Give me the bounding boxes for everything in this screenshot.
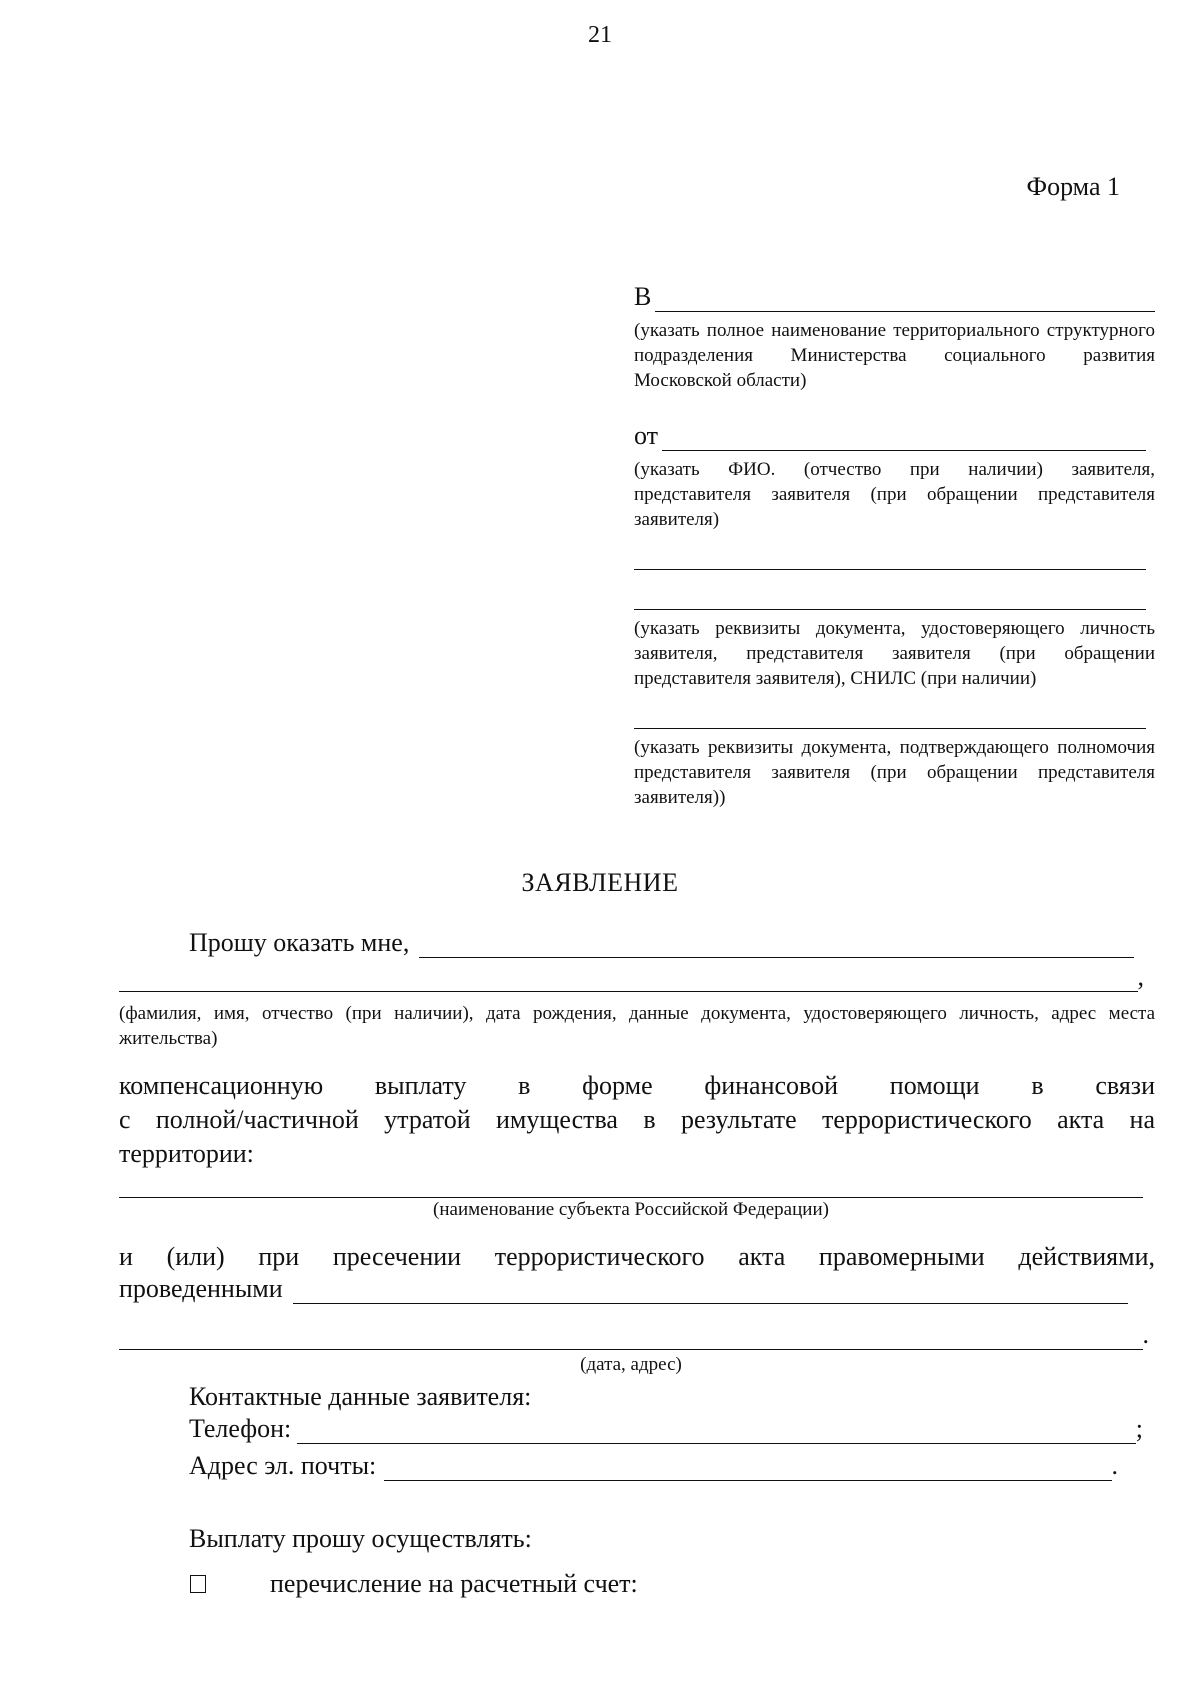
to-prefix: В: [634, 282, 652, 311]
email-label: Адрес эл. почты:: [189, 1451, 377, 1480]
phone-end: ;: [1135, 1414, 1143, 1443]
email-end: .: [1111, 1451, 1118, 1480]
to-line: [634, 282, 1155, 312]
suppression-label: проведенными: [119, 1274, 283, 1303]
trailing-comma: ,: [1137, 962, 1144, 991]
email-line: [189, 1451, 1118, 1481]
identity-doc-field-1[interactable]: [634, 568, 1146, 570]
applicant-field-1[interactable]: [419, 935, 1134, 958]
identity-doc-field-2[interactable]: [634, 608, 1146, 610]
trailing-dot: .: [1142, 1320, 1149, 1349]
region-field[interactable]: [119, 1196, 1143, 1198]
person-hint: (фамилия, имя, отчество (при наличии), дата рождения, данные документа, удостоверяющего личность, адрес места жительства): [119, 1003, 1155, 1049]
date-address-hint: (дата, адрес): [580, 1354, 682, 1375]
from-line: [634, 421, 1146, 451]
suppression-line-1: и (или) при пресечении террористического акта правомерными действиями,: [119, 1242, 1155, 1271]
addressee-block: [634, 282, 1155, 810]
identity-doc-hint: (указать реквизиты документа, удостоверяющего личность заявителя, представителя заявителя (при обращении представителя заявителя), СНИЛС (при наличии): [634, 618, 1155, 689]
bank-transfer-label: перечисление на расчетный счет:: [270, 1569, 638, 1598]
compensation-paragraph: [119, 1069, 1155, 1171]
region-hint: (наименование субъекта Российской Федерации): [433, 1199, 829, 1220]
form-label: Форма 1: [1026, 172, 1120, 201]
from-hint: (указать ФИО. (отчество при наличии) заявителя, представителя заявителя (при обращении представителя заявителя): [634, 459, 1155, 530]
request-intro: Прошу оказать мне,: [189, 928, 410, 957]
from-prefix: от: [634, 421, 659, 450]
applicant-field-2[interactable]: [119, 969, 1138, 992]
from-field[interactable]: [662, 428, 1146, 451]
authority-doc-field[interactable]: [634, 727, 1146, 729]
contacts-heading: Контактные данные заявителя:: [189, 1382, 532, 1411]
suppression-line-2: [119, 1274, 1128, 1304]
bank-transfer-checkbox[interactable]: [190, 1575, 206, 1593]
phone-field[interactable]: [297, 1421, 1136, 1444]
paragraph-line-1: компенсационную выплату в форме финансовой помощи в связи: [119, 1071, 1155, 1100]
email-field[interactable]: [384, 1458, 1111, 1481]
to-field[interactable]: [655, 289, 1155, 312]
phone-line: [189, 1414, 1143, 1444]
phone-label: Телефон:: [189, 1414, 292, 1443]
date-address-field[interactable]: [119, 1327, 1143, 1350]
document-title: ЗАЯВЛЕНИЕ: [521, 868, 679, 897]
payment-heading: Выплату прошу осуществлять:: [189, 1524, 532, 1553]
request-intro-line: [189, 928, 1134, 958]
paragraph-line-3: территории:: [119, 1139, 254, 1168]
page-number: 21: [588, 22, 612, 48]
date-address-line: [119, 1320, 1149, 1350]
paragraph-line-2: с полной/частичной утратой имущества в результате террористического акта на: [119, 1105, 1155, 1134]
applicant-line-2: [119, 962, 1144, 992]
authority-doc-hint: (указать реквизиты документа, подтверждающего полномочия представителя заявителя (при обращении представителя заявителя)): [634, 737, 1155, 808]
suppression-field-1[interactable]: [293, 1281, 1128, 1304]
payment-option-bank[interactable]: [190, 1567, 638, 1601]
to-hint: (указать полное наименование территориального структурного подразделения Министерства социального развития Московской области): [634, 320, 1155, 391]
